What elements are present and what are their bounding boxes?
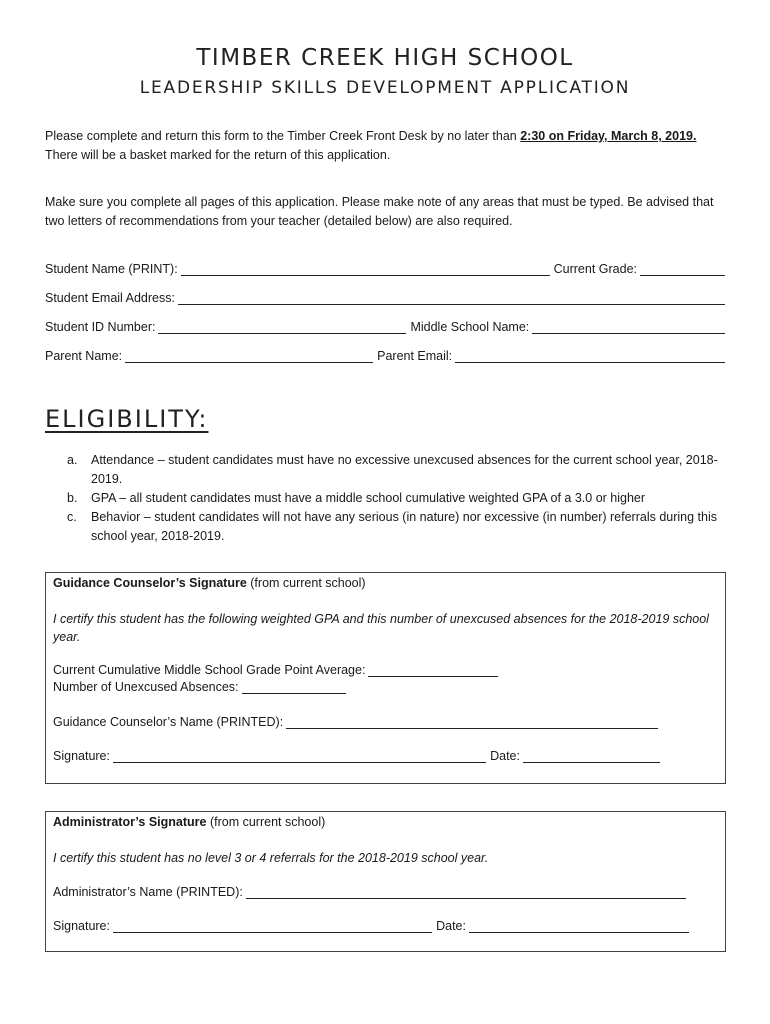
admin-name-field[interactable] [246,887,686,899]
admin-name-row [53,883,686,899]
list-item [67,489,727,508]
parent-name-label: Parent Name: [45,349,123,363]
absences-label: Number of Unexcused Absences: [53,680,239,694]
admin-signature-row [53,917,689,933]
counselor-signature-label: Signature: [53,749,110,763]
list-item [67,451,727,489]
student-name-label: Student Name (PRINT): [45,262,178,276]
current-grade-field[interactable] [640,264,725,276]
eligibility-list [67,451,727,546]
gpa-label: Current Cumulative Middle School Grade Point Average: [53,663,366,677]
counselor-box-title [53,576,366,590]
parent-name-field[interactable] [125,351,373,363]
deadline-text: 2:30 on Friday, March 8, 2019. [520,129,697,143]
list-item-text: Attendance – student candidates must have no excessive unexcused absences for the current school year, 2018-2019. [91,453,718,486]
basket-note: There will be a basket marked for the return of this application. [45,148,391,162]
admin-box-title-bold: Administrator’s Signature [53,815,207,829]
list-marker: c. [67,510,77,524]
admin-certify-text: I certify this student has no level 3 or 4 referrals for the 2018-2019 school year. [53,851,489,865]
counselor-date-label: Date: [490,749,520,763]
middle-school-field[interactable] [532,322,725,334]
list-marker: b. [67,491,78,505]
list-item [67,508,727,546]
absences-row [53,678,346,694]
administrator-signature-box [45,811,726,952]
admin-signature-label: Signature: [53,919,110,933]
student-name-row [45,260,725,276]
parent-row [45,347,725,363]
form-title: LEADERSHIP SKILLS DEVELOPMENT APPLICATION [139,78,631,98]
instructions-text: Please complete and return this form to the Timber Creek Front Desk by no later than [45,129,521,143]
admin-date-field[interactable] [469,921,689,933]
student-id-row [45,318,725,334]
list-item-text: Behavior – student candidates will not have any serious (in nature) nor excessive (in number) referrals during this school year, 2018-2019. [91,510,718,543]
student-id-label: Student ID Number: [45,320,156,334]
eligibility-heading: ELIGIBILITY: [45,405,209,433]
middle-school-label: Middle School Name: [410,320,530,334]
student-id-field[interactable] [158,322,406,334]
counselor-name-field[interactable] [286,717,658,729]
current-grade-label: Current Grade: [553,262,637,276]
counselor-name-row [53,713,658,729]
instructions-complete: Make sure you complete all pages of this application. Please make note of any areas that must be typed. Be advised that two letters of recommendations from your teacher (detailed below) are also required. [45,195,714,228]
admin-box-title-rest: (from current school) [206,815,326,829]
counselor-certify-text: I certify this student has the following weighted GPA and this number of unexcused absences for the 2018-2019 school year. [53,612,709,644]
counselor-signature-field[interactable] [113,751,486,763]
admin-signature-field[interactable] [113,921,432,933]
admin-date-label: Date: [436,919,466,933]
student-email-row [45,289,725,305]
parent-email-field[interactable] [455,351,725,363]
admin-box-title [53,815,325,829]
counselor-signature-box [45,572,726,784]
parent-email-label: Parent Email: [377,349,453,363]
counselor-name-label: Guidance Counselor’s Name (PRINTED): [53,715,284,729]
instructions-deadline [45,127,735,165]
student-email-field[interactable] [178,293,725,305]
counselor-box-title-rest: (from current school) [246,576,366,590]
absences-field[interactable] [242,682,346,694]
list-marker: a. [67,453,78,467]
gpa-field[interactable] [368,665,498,677]
list-item-text: GPA – all student candidates must have a middle school cumulative weighted GPA of a 3.0 or higher [91,491,646,505]
counselor-box-title-bold: Guidance Counselor’s Signature [53,576,247,590]
counselor-date-field[interactable] [523,751,660,763]
student-email-label: Student Email Address: [45,291,175,305]
gpa-row [53,661,498,677]
student-name-field[interactable] [181,264,550,276]
counselor-signature-row [53,747,660,763]
admin-name-label: Administrator’s Name (PRINTED): [53,885,243,899]
school-title: TIMBER CREEK HIGH SCHOOL [196,45,574,71]
